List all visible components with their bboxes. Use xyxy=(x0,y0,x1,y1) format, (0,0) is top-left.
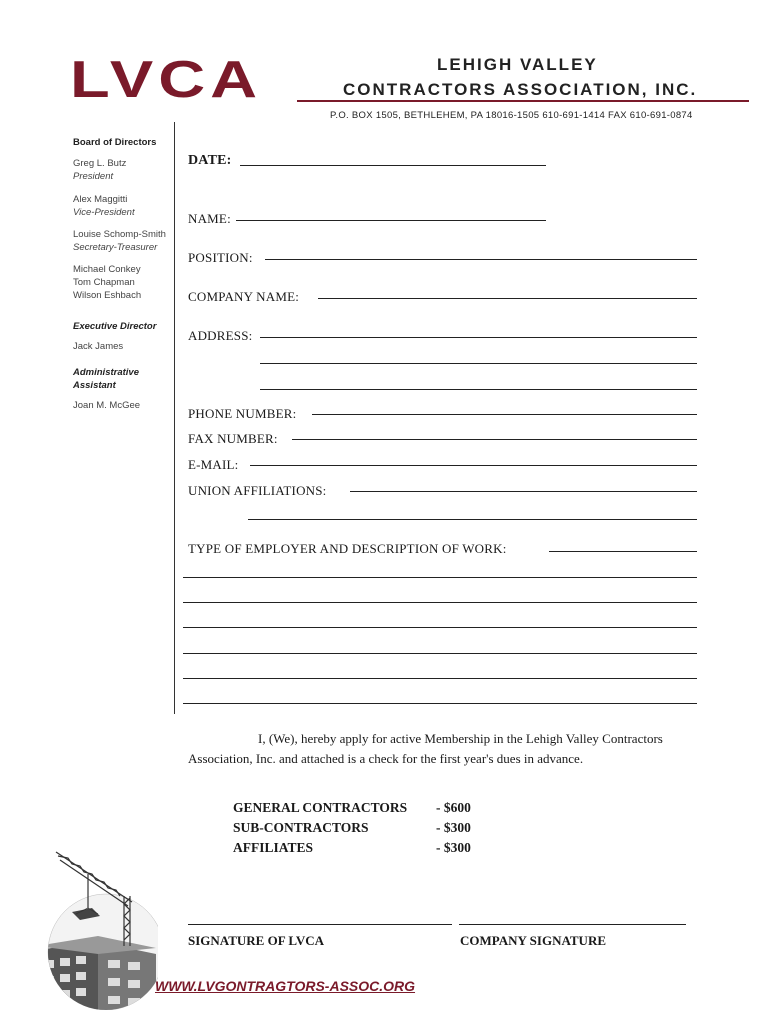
phone-field-line[interactable] xyxy=(312,414,697,415)
union-label: UNION AFFILIATIONS: xyxy=(188,483,327,498)
email-field-line[interactable] xyxy=(250,465,697,466)
dues-amount: - $300 xyxy=(436,840,471,855)
admin-title-line2: Assistant xyxy=(73,380,116,391)
admin-name: Joan M. McGee xyxy=(73,400,141,411)
org-name-line1: LEHIGH VALLEY xyxy=(437,55,598,74)
dues-category: GENERAL CONTRACTORS xyxy=(233,800,408,815)
address-label: ADDRESS: xyxy=(188,328,253,343)
address-field-line-2[interactable] xyxy=(260,363,697,364)
employer-label: TYPE OF EMPLOYER AND DESCRIPTION OF WORK: xyxy=(188,541,507,556)
application-text: I, (We), hereby apply for active Membership in the Lehigh Valley Contractors Association, Inc. and attached is a check for the first year's dues in advance. xyxy=(188,731,663,766)
dues-amount: - $600 xyxy=(436,800,471,815)
contact-info: P.O. BOX 1505, BETHLEHEM, PA 18016-1505 610-691-1414 FAX 610-691-0874 xyxy=(330,110,693,121)
secretary-title: Secretary-Treasurer xyxy=(73,242,158,253)
lvca-logo: LVCA xyxy=(70,51,263,109)
dues-category: AFFILIATES xyxy=(233,840,314,855)
board-member: Michael Conkey xyxy=(73,264,141,275)
header-rule xyxy=(297,100,749,102)
name-label: NAME: xyxy=(188,211,231,226)
exec-director-name: Jack James xyxy=(73,341,124,352)
secretary-name: Louise Schomp-Smith xyxy=(73,229,166,240)
lvca-signature-label: SIGNATURE OF LVCA xyxy=(188,933,325,948)
email-label: E-MAIL: xyxy=(188,457,239,472)
board-title: Board of Directors xyxy=(73,137,157,148)
board-member: Tom Chapman xyxy=(73,277,135,288)
crane-building-illustration xyxy=(28,850,158,1010)
vp-title: Vice-President xyxy=(73,207,135,218)
employer-field-line-7[interactable] xyxy=(183,703,697,704)
date-field-line[interactable] xyxy=(240,165,546,166)
fax-field-line[interactable] xyxy=(292,439,697,440)
employer-field-line-6[interactable] xyxy=(183,678,697,679)
website-link[interactable]: WWW.LVGONTRAGTORS-ASSOC.ORG xyxy=(155,978,416,994)
employer-field-line-3[interactable] xyxy=(183,602,697,603)
sidebar-divider xyxy=(174,122,175,714)
application-statement xyxy=(188,729,678,769)
address-field-line-3[interactable] xyxy=(260,389,697,390)
phone-label: PHONE NUMBER: xyxy=(188,406,297,421)
date-label: DATE: xyxy=(188,153,232,168)
union-field-line-2[interactable] xyxy=(248,519,697,520)
dues-amount: - $300 xyxy=(436,820,471,835)
name-field-line[interactable] xyxy=(236,220,546,221)
company-signature-line[interactable] xyxy=(459,924,686,925)
fax-label: FAX NUMBER: xyxy=(188,431,278,446)
position-field-line[interactable] xyxy=(265,259,697,260)
president-title: President xyxy=(73,171,114,182)
vp-name: Alex Maggitti xyxy=(73,194,128,205)
employer-field-line-5[interactable] xyxy=(183,653,697,654)
employer-field-line-1[interactable] xyxy=(549,551,697,552)
exec-director-title: Executive Director xyxy=(73,321,157,332)
employer-field-line-2[interactable] xyxy=(183,577,697,578)
company-name-label: COMPANY NAME: xyxy=(188,289,300,304)
company-name-field-line[interactable] xyxy=(318,298,697,299)
union-field-line-1[interactable] xyxy=(350,491,697,492)
company-signature-label: COMPANY SIGNATURE xyxy=(460,933,607,948)
org-name-line2: CONTRACTORS ASSOCIATION, INC. xyxy=(343,80,698,99)
admin-title-line1: Administrative xyxy=(73,367,139,378)
board-member: Wilson Eshbach xyxy=(73,290,142,301)
address-field-line-1[interactable] xyxy=(260,337,697,338)
employer-field-line-4[interactable] xyxy=(183,627,697,628)
dues-category: SUB-CONTRACTORS xyxy=(233,820,369,835)
lvca-signature-line[interactable] xyxy=(188,924,452,925)
position-label: POSITION: xyxy=(188,250,253,265)
president-name: Greg L. Butz xyxy=(73,158,127,169)
